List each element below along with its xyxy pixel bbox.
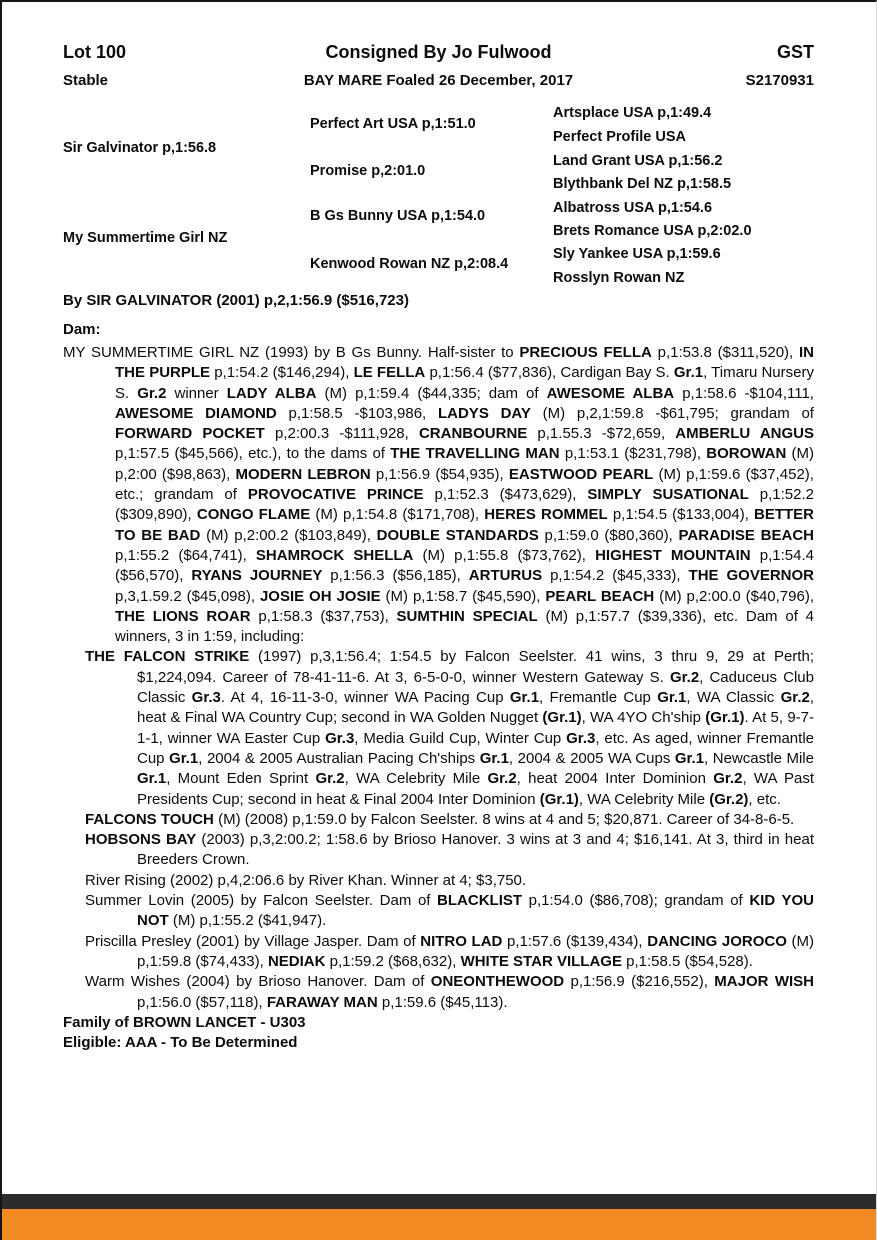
text-segment: (M) p,2:00.2 ($103,849), [200, 526, 377, 544]
text-segment: (2003) p,3,2:00.2; 1:58.6 by Brioso Hanover. 3 wins at 3 and 4; $16,141. At 3, third in heat Breeders Crown. [137, 831, 814, 869]
text-segment: , Timaru Nursery S. [115, 364, 814, 402]
text-segment: p,1:56.3 ($56,185), [322, 567, 469, 585]
text-segment: , WA 4YO Ch'ship [581, 709, 706, 727]
falcons-touch-note [85, 810, 814, 830]
horse-name-bold: PEARL BEACH [545, 587, 655, 605]
text-segment: , etc. [748, 790, 781, 808]
text-segment: p,1:59.6 ($45,113). [377, 993, 508, 1011]
horse-name-bold: LE FELLA [353, 364, 426, 382]
pedigree-gen3-entry: Brets Romance USA p,2:02.0 [553, 223, 752, 239]
gst-label: GST [776, 42, 814, 62]
text-segment: , 2004 & 2005 Australian Pacing Ch'ships [198, 749, 480, 767]
eligibility-line: Eligible: AAA - To Be Determined [63, 1034, 298, 1052]
horse-name-bold: Gr.2 [713, 770, 743, 788]
text-segment: , Mount Eden Sprint [166, 770, 316, 788]
page-content [2, 2, 876, 1053]
river-rising-note [85, 871, 814, 891]
pedigree-gen3-entry: Sly Yankee USA p,1:59.6 [553, 246, 721, 262]
text-segment: . At 4, 16-11-3-0, winner WA Pacing Cup [220, 689, 510, 707]
horse-name-bold: Gr.2 [487, 770, 517, 788]
horse-name-bold: SHAMROCK SHELLA [255, 546, 414, 564]
pedigree-gen3-entry: Perfect Profile USA [553, 129, 686, 145]
text-segment: Warm Wishes (2004) by Brioso Hanover. Dam of [85, 973, 431, 991]
text-segment: (M) p,2,1:59.8 -$61,795; grandam of [530, 404, 814, 422]
text-segment: p,1:52.3 ($473,629), [423, 486, 588, 504]
horse-name-bold: THE TRAVELLING MAN [390, 445, 560, 463]
text-segment: (M) p,1:58.7 ($45,590), [380, 587, 546, 605]
pedigree-gen2-entry: Promise p,2:01.0 [310, 163, 426, 179]
horse-name-bold: PROVOCATIVE PRINCE [247, 486, 424, 504]
consignor-title: Consigned By Jo Fulwood [325, 42, 552, 62]
horse-name-bold: DOUBLE STANDARDS [376, 526, 539, 544]
horse-name-bold: THE GOVERNOR [688, 567, 814, 585]
text-segment: Summer Lovin (2005) by Falcon Seelster. Dam of [85, 892, 438, 910]
pedigree-gen3-entry: Blythbank Del NZ p,1:58.5 [553, 176, 732, 192]
pedigree-gen3-entry: Rosslyn Rowan NZ [553, 270, 685, 286]
text-segment: , etc. As aged, winner Fremantle Cup [137, 729, 814, 767]
text-segment: , heat & Final WA Country Cup; second in WA Golden Nugget [137, 689, 814, 727]
text-segment: p,1:52.2 ($309,890), [115, 486, 814, 524]
horse-name-bold: Gr.3 [566, 729, 596, 747]
text-segment: p,1:53.8 ($311,520), [651, 344, 799, 361]
sire-summary-line: By SIR GALVINATOR (2001) p,2,1:56.9 ($516,723) [63, 292, 409, 309]
horse-name-bold: EASTWOOD PEARL [508, 465, 654, 483]
horse-name-bold: Gr.1 [674, 749, 705, 767]
text-segment: (M) p,2:00 ($98,863), [115, 445, 815, 483]
pedigree-gen3-entry: Land Grant USA p,1:56.2 [553, 153, 723, 169]
horse-name-bold: Gr.2 [137, 384, 167, 402]
text-segment: p,1:56.9 ($216,552), [564, 973, 715, 991]
horse-name-bold: LADY ALBA [226, 384, 317, 402]
text-segment: p,1:59.0 ($80,360), [538, 526, 679, 544]
text-segment: , WA Past Presidents Cup; second in heat & Final 2004 Inter Dominion [137, 770, 814, 808]
horse-name-bold: HIGHEST MOUNTAIN [595, 546, 751, 564]
text-segment: p,2:00.3 -$111,928, [264, 425, 419, 443]
text-segment: p,3,1.59.2 ($45,098), [115, 587, 260, 605]
text-segment: (M) p,1:59.6 ($37,452), etc.; grandam of [115, 465, 814, 504]
text-segment: (M) p,2:00.0 ($40,796), [654, 587, 814, 605]
horse-name-bold: (Gr.1) [539, 790, 579, 808]
text-segment: p,1:53.1 ($231,798), [559, 445, 707, 463]
horse-name-bold: Gr.3 [191, 689, 221, 707]
text-segment: . At 5, 9-7-1-1, winner WA Easter Cup [137, 709, 815, 747]
text-segment: , WA Celebrity Mile [578, 790, 710, 808]
warm-wishes-note [85, 972, 814, 1013]
pedigree-table [63, 101, 814, 287]
horse-name-bold: Gr.2 [669, 668, 700, 686]
text-segment: (1997) p,3,1:56.4; 1:54.5 by Falcon Seelster. 41 wins, 3 thru 9, 29 at Perth; $1,224,094. Career of 78-41-11-6. At 3, 6-5-0-0, winner Western Gateway S. [137, 648, 814, 686]
horse-name-bold: Gr.2 [780, 689, 810, 707]
horse-name-bold: Gr.3 [325, 729, 355, 747]
horse-name-bold: ARTURUS [468, 567, 543, 585]
horse-name-bold: (Gr.1) [542, 709, 582, 727]
text-segment: p,1:56.0 ($57,118), [137, 993, 267, 1011]
horse-name-bold: AWESOME ALBA [546, 384, 675, 402]
horse-name-bold: PARADISE BEACH [678, 526, 814, 544]
pedigree-gen3-entry: Artsplace USA p,1:49.4 [553, 105, 712, 121]
horse-name-bold: IN THE PURPLE [115, 344, 814, 382]
pedigree-gen2-entry: Kenwood Rowan NZ p,2:08.4 [310, 256, 509, 272]
horse-name-bold: Gr.1 [479, 749, 509, 767]
hobsons-bay-note [85, 830, 814, 871]
horse-name-bold: HOBSONS BAY [85, 831, 197, 849]
text-segment: p,1.55.3 -$72,659, [527, 425, 676, 443]
text-segment: (M) p,1:59.4 ($44,335; dam of [316, 384, 547, 402]
horse-name-bold: FALCONS TOUCH [85, 810, 214, 828]
horse-name-bold: Gr.1 [509, 689, 540, 707]
text-segment: p,1:54.0 ($86,708); grandam of [522, 892, 750, 910]
horse-name-bold: MODERN LEBRON [235, 465, 371, 483]
horse-name-bold: MAJOR WISH [714, 973, 815, 991]
text-segment: , WA Classic [686, 689, 781, 707]
text-segment: , Fremantle Cup [539, 689, 658, 707]
pedigree-gen3-entry: Albatross USA p,1:54.6 [553, 200, 713, 216]
text-segment: p,1:56.9 ($54,935), [370, 465, 509, 483]
horse-name-bold: THE FALCON STRIKE [85, 648, 250, 666]
horse-name-bold: WHITE STAR VILLAGE [460, 952, 622, 970]
horse-name-bold: BETTER TO BE BAD [115, 506, 815, 544]
pedigree-dam: My Summertime Girl NZ [63, 230, 228, 246]
text-segment: p,1:54.2 ($45,333), [542, 567, 689, 585]
horse-name-bold: THE LIONS ROAR [115, 607, 251, 625]
text-segment: , heat 2004 Inter Dominion [516, 770, 714, 788]
text-segment: , 2004 & 2005 WA Cups [508, 749, 675, 767]
horse-name-bold: CRANBOURNE [418, 425, 528, 443]
text-segment: (M) p,1:57.7 ($39,336), etc. Dam of 4 winners, 3 in 1:59, including: [115, 607, 814, 646]
text-segment: p,1:54.2 ($146,294), [210, 364, 354, 382]
horse-name-bold: SUMTHIN SPECIAL [396, 607, 538, 625]
horse-name-bold: AWESOME DIAMOND [115, 404, 277, 422]
text-segment: (M) p,1:54.8 ($171,708), [310, 506, 485, 524]
stable-label: Stable [63, 72, 109, 89]
text-segment: MY SUMMERTIME GIRL NZ (1993) by B Gs Bunny. Half-sister to [63, 344, 520, 361]
text-segment: River Rising (2002) p,4,2:06.6 by River Khan. Winner at 4; $3,750. [85, 871, 527, 889]
falcon-strike-note [85, 647, 814, 809]
foaling-line: BAY MARE Foaled 26 December, 2017 [303, 72, 574, 89]
header-row-2 [63, 72, 814, 89]
horse-name-bold: Gr.1 [673, 364, 704, 382]
horse-name-bold: NITRO LAD [420, 932, 503, 950]
text-segment: , WA Celebrity Mile [344, 770, 488, 788]
horse-name-bold: FORWARD POCKET [115, 425, 265, 443]
horse-name-bold: NEDIAK [267, 952, 326, 970]
horse-name-bold: ONEONTHEWOOD [430, 973, 565, 991]
text-segment: p,1:57.5 ($45,566), etc.), to the dams of [115, 445, 391, 463]
catalog-id: S2170931 [745, 72, 814, 89]
horse-name-bold: Gr.1 [137, 770, 167, 788]
dam-heading: Dam: [63, 321, 101, 338]
horse-name-bold: BLACKLIST [437, 892, 523, 910]
horse-name-bold: Gr.1 [657, 689, 687, 707]
text-segment: , Caduceus Club Classic [137, 668, 814, 707]
horse-name-bold: BOROWAN [706, 445, 787, 463]
text-segment: (M) p,1:55.2 ($41,947). [168, 912, 327, 930]
text-segment: p,1:57.6 ($139,434), [502, 932, 648, 950]
text-segment: p,1:55.2 ($64,741), [115, 546, 256, 564]
horse-name-bold: FARAWAY MAN [266, 993, 378, 1011]
horse-name-bold: RYANS JOURNEY [191, 567, 323, 585]
text-segment: , Media Guild Cup, Winter Cup [354, 729, 567, 747]
text-segment: p,1:54.5 ($133,004), [607, 506, 755, 524]
priscilla-presley-note [85, 932, 814, 973]
text-segment: p,1:58.3 ($37,753), [250, 607, 397, 625]
family-line: Family of BROWN LANCET - U303 [63, 1013, 306, 1031]
text-segment: p,1:58.5 ($54,528). [621, 952, 753, 970]
text-segment: p,1:58.5 -$103,986, [276, 404, 438, 422]
horse-name-bold: PRECIOUS FELLA [519, 344, 652, 361]
dam-description [63, 343, 814, 647]
horse-name-bold: HERES ROMMEL [484, 506, 608, 524]
summer-lovin-note [85, 891, 814, 932]
horse-name-bold: Gr.2 [315, 770, 345, 788]
bottom-strip-orange [2, 1209, 876, 1240]
text-segment: p,1:54.4 ($56,570), [115, 546, 814, 585]
horse-name-bold: Gr.1 [169, 749, 199, 767]
horse-name-bold: CONGO FLAME [196, 506, 311, 524]
horse-name-bold: (Gr.1) [705, 709, 745, 727]
text-segment: (M) p,1:55.8 ($73,762), [413, 546, 596, 564]
text-segment: Priscilla Presley (2001) by Village Jasper. Dam of [85, 932, 421, 950]
text-segment: (M) (2008) p,1:59.0 by Falcon Seelster. 8 wins at 4 and 5; $20,871. Career of 34-8-6-5. [213, 810, 795, 828]
lot-number: Lot 100 [63, 42, 127, 62]
dam-paragraphs [63, 343, 814, 1013]
text-segment: , Newcastle Mile [704, 749, 814, 767]
header-row-1 [63, 42, 814, 63]
horse-name-bold: (Gr.2) [709, 790, 749, 808]
pedigree-gen2-entry: Perfect Art USA p,1:51.0 [310, 116, 476, 132]
horse-name-bold: DANCING JOROCO [647, 932, 787, 950]
pedigree-sire: Sir Galvinator p,1:56.8 [63, 140, 217, 156]
text-segment: winner [166, 384, 227, 402]
text-segment: p,1:56.4 ($77,836), Cardigan Bay S. [425, 364, 674, 382]
horse-name-bold: KID YOU NOT [137, 892, 814, 930]
pedigree-gen2-entry: B Gs Bunny USA p,1:54.0 [310, 208, 486, 224]
text-segment: (M) p,1:59.8 ($74,433), [137, 932, 814, 970]
horse-name-bold: SIMPLY SUSATIONAL [587, 486, 749, 504]
horse-name-bold: LADYS DAY [437, 404, 531, 422]
bottom-strip-dark [2, 1194, 876, 1209]
horse-name-bold: AMBERLU ANGUS [675, 425, 814, 443]
horse-name-bold: JOSIE OH JOSIE [259, 587, 381, 605]
text-segment: p,1:59.2 ($68,632), [325, 952, 461, 970]
text-segment: p,1:58.6 -$104,111, [674, 384, 814, 402]
